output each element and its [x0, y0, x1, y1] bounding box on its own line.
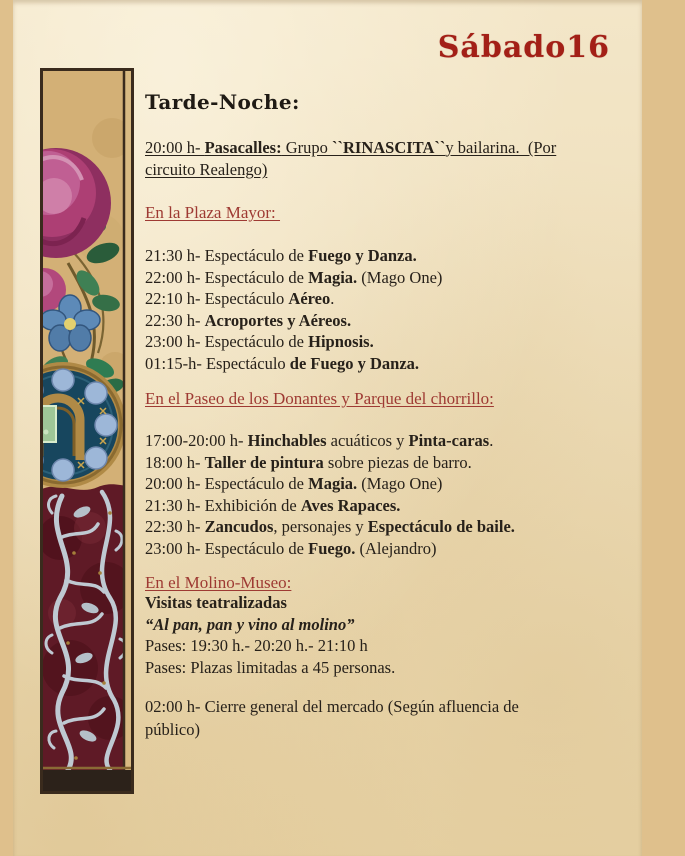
period-heading: Tarde-Noche: — [145, 90, 300, 114]
event-list — [145, 592, 583, 678]
event-list — [145, 245, 583, 374]
event-line: 23:00 h- Espectáculo de Hipnosis. — [145, 332, 374, 351]
section-heading: En el Molino-Museo: — [145, 573, 292, 592]
event-line: 20:00 h- Espectáculo de Magia. (Mago One) — [145, 474, 443, 493]
event-line: 18:00 h- Taller de pintura sobre piezas de barro. — [145, 452, 472, 472]
event-line: Visitas teatralizadas — [145, 593, 287, 612]
event-line: Pases: Plazas limitadas a 45 personas. — [145, 657, 396, 677]
event-line: 23:00 h- Espectáculo de Fuego. (Alejandro) — [145, 538, 437, 558]
event-line: Pases: 19:30 h.- 20:20 h.- 21:10 h — [145, 636, 368, 655]
illuminated-border-artwork — [40, 68, 134, 794]
opening-line: 20:00 h- Pasacalles: Grupo ``RINASCITA``y bailarina. (Por circuito Realengo) — [145, 138, 557, 179]
event-line: 21:30 h- Espectáculo de Fuego y Danza. — [145, 246, 417, 265]
parchment-page — [13, 0, 642, 856]
event-line: “Al pan, pan y vino al molino” — [145, 614, 355, 634]
event-line: 17:00-20:00 h- Hinchables acuáticos y Pinta-caras. — [145, 431, 494, 450]
event-line: 22:10 h- Espectáculo Aéreo. — [145, 289, 335, 308]
event-list — [145, 430, 583, 559]
page-title: Sábado16 — [437, 30, 610, 65]
event-line: 22:30 h- Zancudos, personajes y Espectáculo de baile. — [145, 517, 515, 536]
event-line: 21:30 h- Exhibición de Aves Rapaces. — [145, 495, 401, 515]
event-line: 01:15-h- Espectáculo de Fuego y Danza. — [145, 353, 420, 373]
section-heading: En la Plaza Mayor: — [145, 203, 281, 222]
section-heading: En el Paseo de los Donantes y Parque del chorrillo: — [145, 389, 494, 408]
event-line: 22:00 h- Espectáculo de Magia. (Mago One) — [145, 267, 443, 287]
closing-line: 02:00 h- Cierre general del mercado (Según afluencia de público) — [145, 697, 519, 739]
event-line: 22:30 h- Acroportes y Aéreos. — [145, 310, 352, 330]
